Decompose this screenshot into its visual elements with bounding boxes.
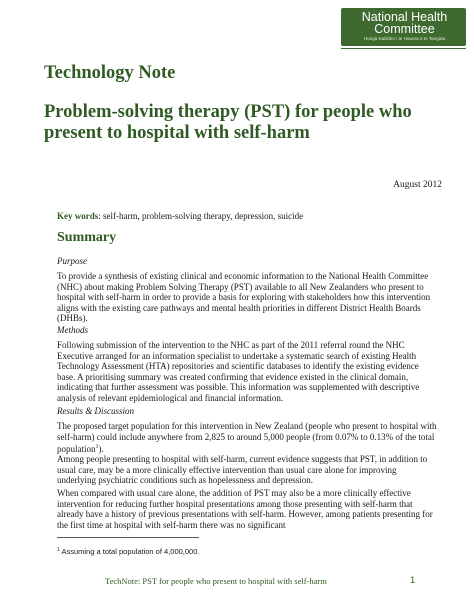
purpose-paragraph: To provide a synthesis of existing clinical and economic information to the National Health Committee (NHC) about making Problem Solving Therapy (PST) available to all New Zealanders who present to hospital with self-harm in order to provide a basis for exploring with stakeholders how this intervention aligns with the existing care pathways and mental health priorities in different District Health Boards (DHBs). [57,271,431,324]
logo-line-1: National Health [361,10,448,24]
page-number: 1 [410,575,416,586]
logo-line-2: Committee [374,22,435,36]
results-subheading: Results & Discussion [57,406,135,416]
technology-note-heading: Technology Note [44,63,176,83]
nhc-logo [341,8,466,46]
keywords-text: : self-harm, problem-solving therapy, depression, suicide [98,211,304,221]
publication-date: August 2012 [393,180,442,190]
results-paragraph-3: When compared with usual care alone, the addition of PST may also be a more clinically effective intervention for reducing further hospital presentations among those presenting with self-harm that already have a history of previous presentations with self-harm. However, among patients presenting for the first time at hospital with self-harm there was no significant [57,488,433,530]
logo-underline [341,48,466,49]
footnote-marker: 1 [57,547,60,553]
footnote-text: Assuming a total population of 4,000,000. [59,547,200,556]
methods-paragraph: Following submission of the intervention to the NHC as part of the 2011 referral round the NHC Executive arranged for an information specialist to undertake a systematic search of existing Health Technology Assessment (HTA) repositories and scientific databases to identify the existing evidence base. A prioritising summary was created confirming that evidence existed in the clinical domain, indicating that further assessment was possible. This information was supplemented with descriptive analysis of relevant epidemiological and financial information. [57,340,420,403]
methods-subheading: Methods [57,325,88,335]
page-footer: TechNote: PST for people who present to hospital with self-harm [105,576,327,586]
footnote-separator [57,537,199,538]
results-paragraph-2: Among people presenting to hospital with self-harm, current evidence suggests that PST, in addition to usual care, may be a more clinically effective intervention than usual care alone for improving underlying psychiatric conditions such as hopelessness and depression. [57,454,428,486]
footnote-reference[interactable]: 1 [95,444,99,451]
keywords-label: Key words [57,211,99,221]
logo-tagline: Hunga Kaitiitiro i te Hauora o te Tangata [363,36,446,41]
summary-heading: Summary [57,230,117,245]
keywords [57,211,303,221]
purpose-subheading: Purpose [57,256,87,266]
results-text-1: The proposed target population for this intervention in New Zealand (people who present to hospital with self-harm) could include anywhere from 2,825 to around 5,000 people (from 0.07% to 0.13% of the total population [57,421,437,455]
results-paragraph-1 [57,421,437,455]
footnote [57,547,199,556]
results-text-1-end: ). [98,444,104,455]
document-title: Problem-solving therapy (PST) for people who present to hospital with self-harm [44,102,412,143]
